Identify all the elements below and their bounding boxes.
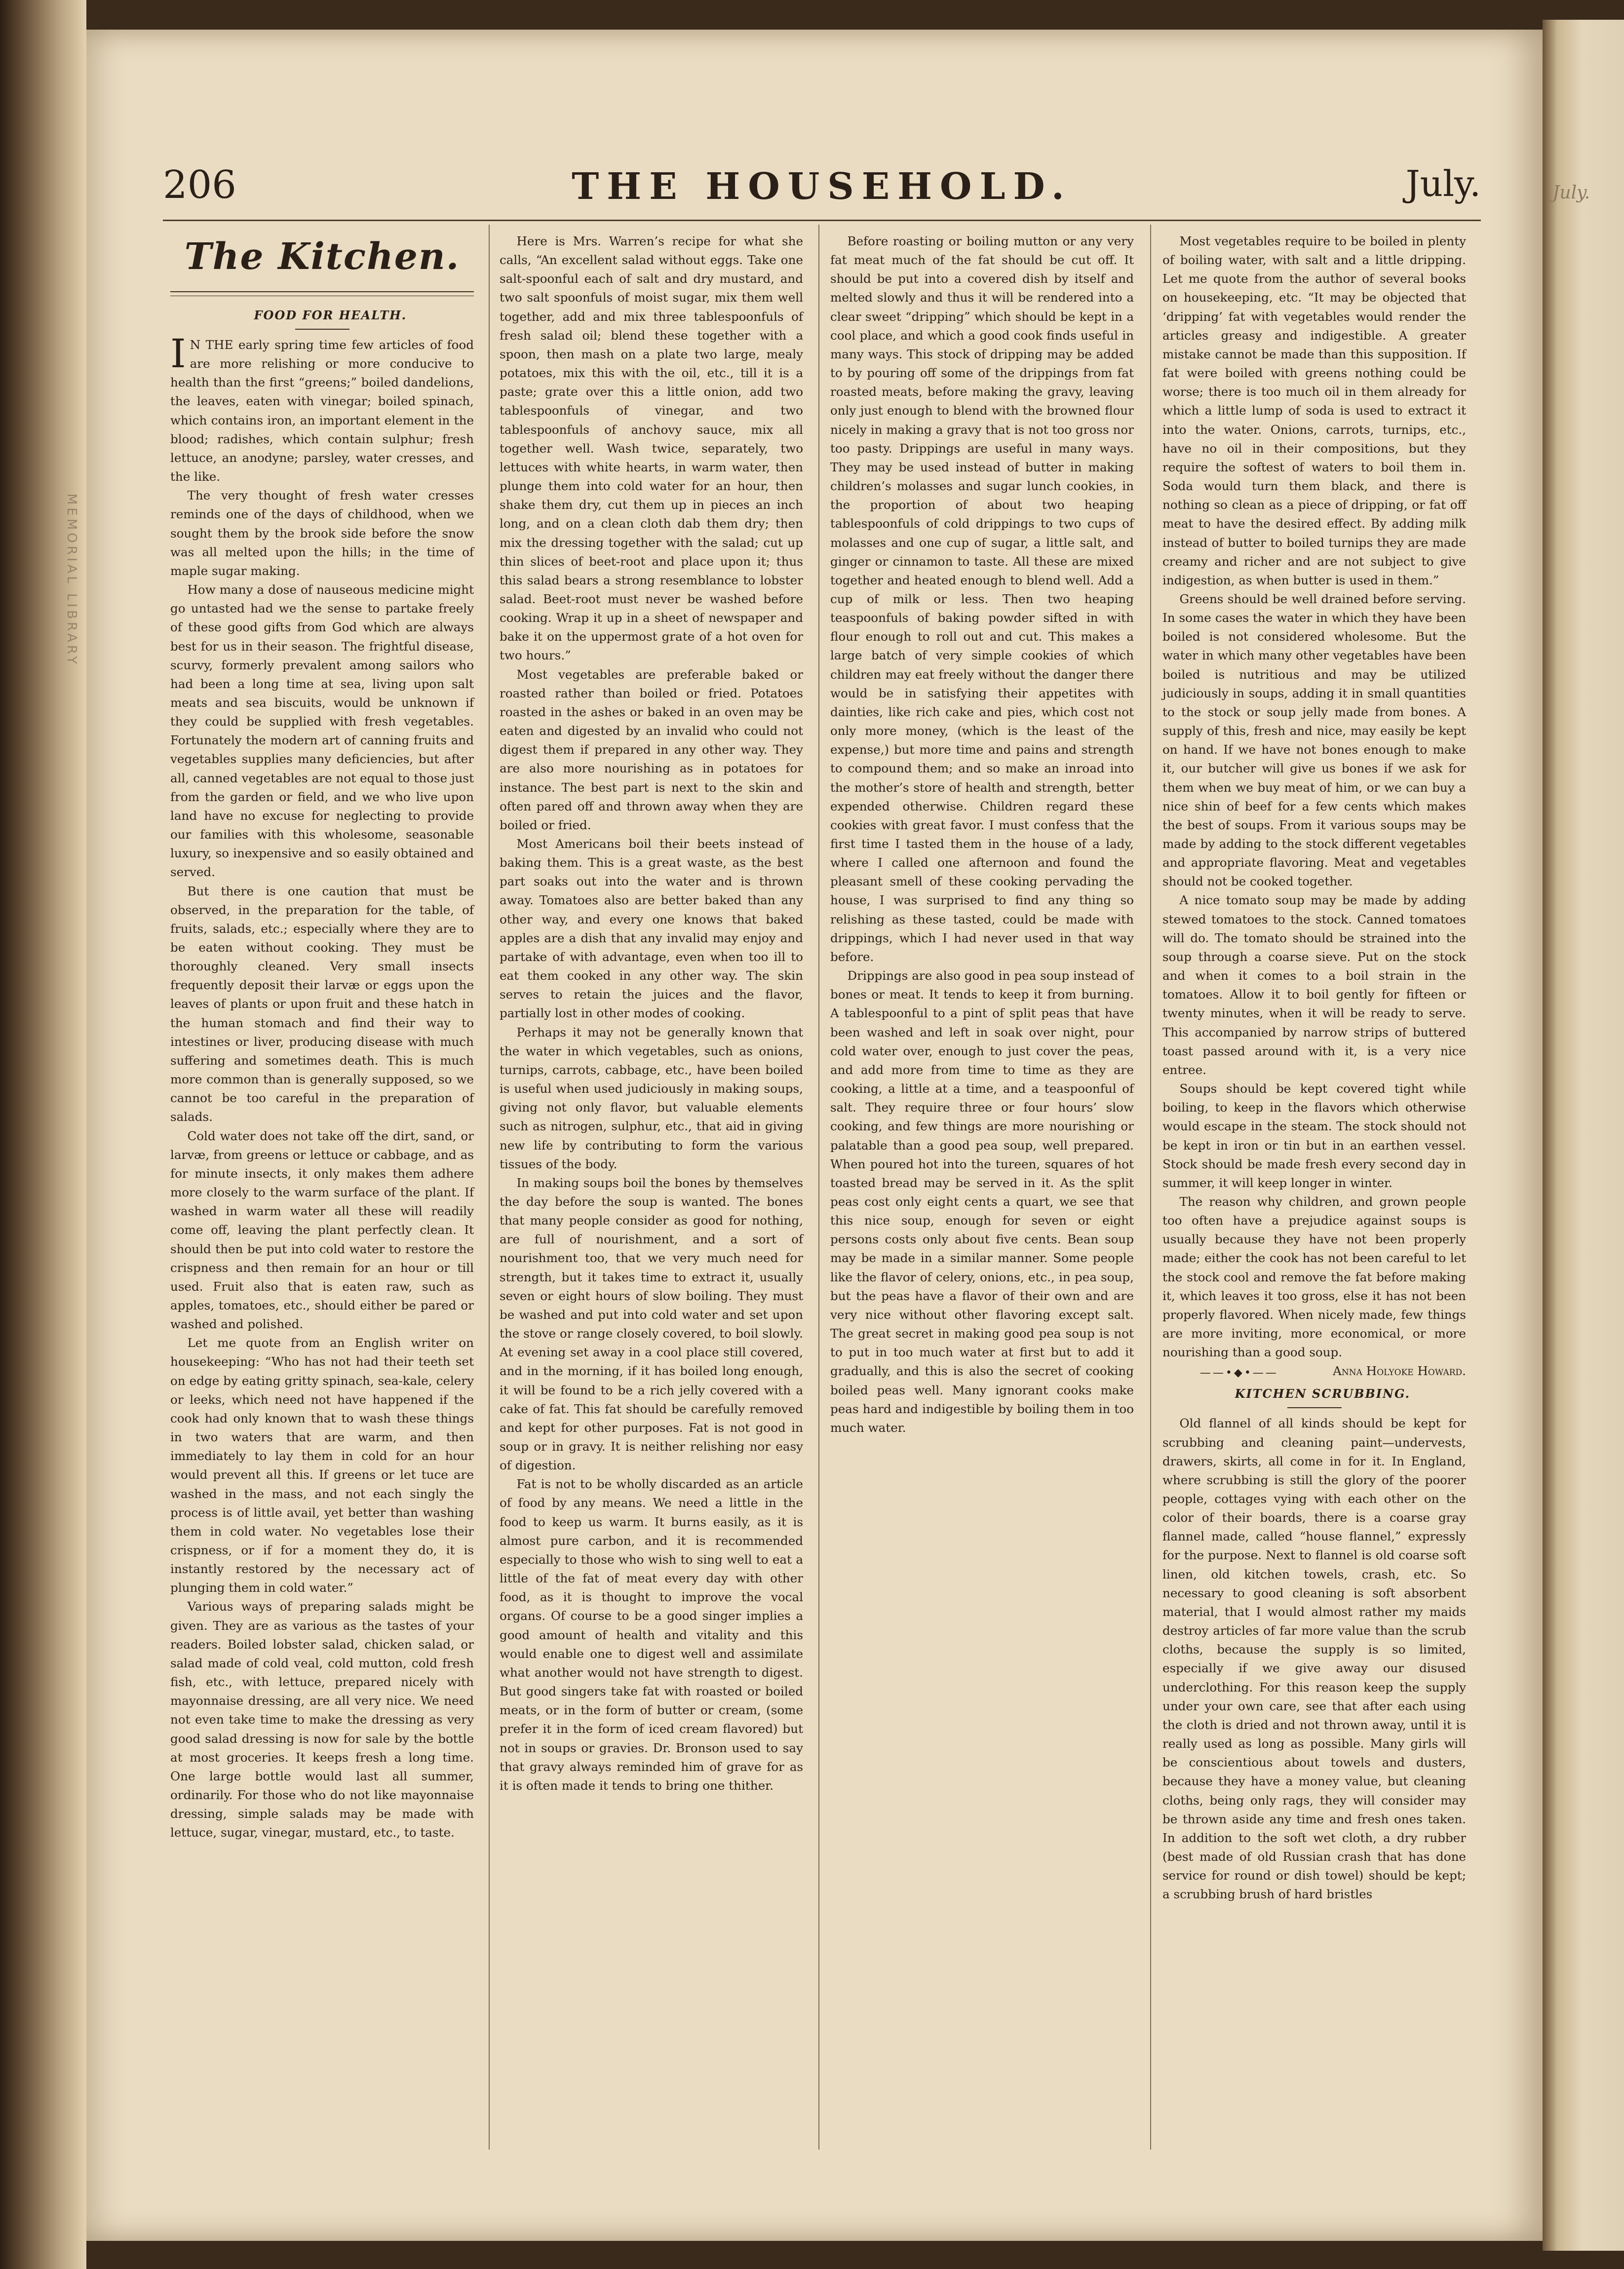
article-paragraph: Let me quote from an English writer on housekeeping: “Who has not had their teeth set on edge by eating gritty spinach, sea-kale, celery or leeks, which need not have happened if the cook had only known that to wash these things in two waters that are warm, and then immediately to lay them in cold for an hour would prevent all this. If greens or let tuce are washed in the mass, and not each singly the process is of little avail, yet better than washing them in cold water. No vegetables lose their crispness, or if for a moment they do, it is instantly restored by the necessary act of plunging them in cold water.”: [170, 1336, 474, 1595]
column-rule: [489, 225, 490, 2150]
section-ornament: ——•◆•——: [1199, 1367, 1278, 1380]
department-title: The Kitchen.: [184, 235, 460, 278]
spine-stamp: MEMORIAL LIBRARY: [64, 494, 79, 667]
article-paragraph: In making soups boil the bones by themselves the day before the soup is wanted. The bones that many people consider as good for nothing, are full of nourishment, and a sort of nourishment too, that we very much need for strength, but it takes time to extract it, usually seven or eight hours of slow boiling. They must be washed and put into cold water and set upon the stove or range closely covered, to boil slowly. At evening set away in a cool place still covered, and in the morning, if it has boiled long enough, it will be found to be a rich jelly covered with a cake of fat. This fat should be carefully removed and kept for other purposes. Fat is not good in soup or in gravy. It is neither relishing nor easy of digestion.: [500, 1175, 803, 1473]
article-paragraph: Most vegetables require to be boiled in plenty of boiling water, with salt and a little dripping. Let me quote from the author of several books on housekeeping, etc. “It may be objected that ‘dripping’ fat with vegetables would render the articles greasy and indigestible. A greater mistake cannot be made than this supposition. If fat were boiled with greens nothing could be worse; there is too much oil in them already for which a little lump of soda is used to extract it into the water. Onions, carrots, turnips, etc., have no oil in their compositions, but they require the softest of waters to boil them in. Soda would turn them black, and there is nothing so clean as a piece of dripping, or fat off meat to have the desired effect. By adding milk instead of butter to boiled turnips they are made creamy and richer and are not subject to give indigestion, as when butter is used in them.”: [1162, 234, 1466, 587]
article-paragraph: The very thought of fresh water cresses reminds one of the days of childhood, when we sought them by the brook side before the snow was all melted upon the hills; in the time of maple sugar making.: [170, 488, 474, 578]
title-rule: [170, 291, 474, 296]
article-paragraph: A nice tomato soup may be made by adding stewed tomatoes to the stock. Canned tomatoes will do. The tomato should be strained into the soup through a coarse sieve. Put on the stock and when it comes to a boil strain in the tomatoes. Allow it to boil gently for fifteen or twenty minutes, when it will be ready to serve. This accompanied by narrow strips of buttered toast passed around with it, is a very nice entree.: [1162, 893, 1466, 1077]
title-underline: [1287, 1407, 1342, 1408]
header-rule: [163, 220, 1481, 221]
article-paragraph: How many a dose of nauseous medicine might go untasted had we the sense to partake freely of these good gifts from God which are always best for us in their season. The frightful disease, scurvy, formerly prevalent among sailors who had been a long time at sea, living upon salt meats and sea biscuits, would be unknown if they could be supplied with fresh vegetables. Fortunately the modern art of canning fruits and vegetables supplies many deficiencies, but after all, canned vegetables are not equal to those just from the garden or field, and we who live upon land have no excuse for neglecting to provide our families with this wholesome, seasonable luxury, so inexpensive and so easily obtained and served.: [170, 582, 474, 880]
article-title: KITCHEN SCRUBBING.: [1235, 1386, 1410, 1401]
article-paragraph: Various ways of preparing salads might be given. They are as various as the tastes of your readers. Boiled lobster salad, chicken salad, or salad made of cold veal, cold mutton, cold fresh fish, etc., with lettuce, prepared nicely with mayonnaise dressing, are all very nice. We need not even take time to make the dressing as very good salad dressing is now for sale by the bottle at most groceries. It keeps fresh a long time. One large bottle would last all summer, ordinarily. For those who do not like mayonnaise dressing, simple salads may be made with lettuce, sugar, vinegar, mustard, etc., to taste.: [170, 1599, 474, 1840]
column-rule: [818, 225, 819, 2150]
article-paragraph: But there is one caution that must be observed, in the preparation for the table, of fruits, salads, etc.; especially where they are to be eaten without cooking. They must be thoroughly cleaned. Very small insects frequently deposit their larvæ or eggs upon the leaves of plants or upon fruit and these hatch in the human stomach and find their way to intestines or liver, producing disease with much suffering and sometimes death. This is much more common than is generally supposed, so we cannot be too careful in the preparation of salads.: [170, 884, 474, 1124]
article-paragraph: Most Americans boil their beets instead of baking them. This is a great waste, as the best part soaks out into the water and is thrown away. Tomatoes also are better baked than any other way, and every one knows that baked apples are a dish that any invalid may enjoy and partake of with advantage, even when too ill to eat them cooked in any other way. The skin serves to retain the juices and the flavor, partially lost in other modes of cooking.: [500, 837, 803, 1021]
article-title: FOOD FOR HEALTH.: [254, 308, 407, 322]
article-paragraph: Before roasting or boiling mutton or any very fat meat much of the fat should be cut off. It should be put into a covered dish by itself and melted slowly and thus it will be rendered into a clear sweet “dripping” which should be kept in a cool place, and which a good cook finds useful in many ways. This stock of dripping may be added to by pouring off some of the drippings from fat roasted meats, before making the gravy, leaving only just enough to blend with the browned flour nicely in making a gravy that is not too gross nor too pasty. Drippings are useful in many ways. They may be used instead of butter in making children’s molasses and sugar lunch cookies, in the proportion of about two heaping tablespoonfuls of cold drippings to two cups of molasses and one cup of sugar, a little salt, and ginger or cinnamon to taste. All these are mixed together and heated enough to blend well. Add a cup of milk or less. Then two heaping teaspoonfuls of baking powder sifted in with flour enough to roll out and cut. This makes a large batch of very simple cookies of which children may eat freely without the danger there would be in satisfying their appetites with dainties, like rich cake and pies, which cost not only more money, (which is the least of the expense,) but more time and pains and strength to compound them; and so make an inroad into the mother’s store of health and strength, better expended otherwise. Children regard these cookies with great favor. I must confess that the first time I tasted them in the house of a lady, where I called one afternoon and found the pleasant smell of these cooking pervading the house, I was surprised to find any thing so relishing as these tasted, could be made with drippings, which I had never used in that way before.: [830, 234, 1134, 964]
article-paragraph: Greens should be well drained before serving. In some cases the water in which they have been boiled is not considered wholesome. But the water in which many other vegetables have been boiled is nutritious and may be utilized judiciously in soups, adding it in small quantities to the stock or soup jelly made from bones. A supply of this, fresh and nice, may easily be kept on hand. If we have not bones enough to make it, our butcher will give us bones if we ask for them when we buy meat of him, or we can buy a nice shin of beef for a few cents which makes the best of soups. From it various soups may be made by adding to the stock different vegetables and appropriate flavoring. Meat and vegetables should not be cooked together.: [1162, 591, 1466, 889]
drop-cap: I: [170, 331, 186, 377]
column-2: [500, 232, 803, 1795]
article-paragraph: Most vegetables are preferable baked or roasted rather than boiled or fried. Potatoes roasted in the ashes or baked in an oven may be eaten and digested by an invalid who could not digest them if prepared in any other way. They are also more nourishing as in potatoes for instance. The best part is next to the skin and often pared off and thrown away when they are boiled or fried.: [500, 667, 803, 832]
title-underline: [295, 329, 349, 330]
column-1: [170, 232, 474, 1843]
facing-page-edge: [1543, 20, 1624, 2251]
issue-month: July.: [1405, 163, 1481, 204]
article-paragraph: Here is Mrs. Warren’s recipe for what she calls, “An excellent salad without eggs. Take one salt-spoonful each of salt and dry mustard, and two salt spoonfuls of moist sugar, mix them well together, add and mix three tablespoonfuls of fresh salad oil; blend these together with a spoon, then mash on a plate two large, mealy potatoes, mix this with the oil, etc., till it is a paste; grate over this a little onion, add two tablespoonfuls of vinegar, and two tablespoonfuls of anchovy sauce, mix all together well. Wash twice, separately, two lettuces with white hearts, in warm water, then plunge them into cold water for an hour, then shake them dry, cut them up in pieces an inch long, and on a clean cloth dab them dry; then mix the dressing together with the salad; cut up thin slices of beet-root and place upon it; thus this salad bears a strong resemblance to lobster salad. Beet-root must never be washed before cooking. Wrap it up in a sheet of newspaper and bake it on the uppermost grate of a hot oven for two hours.”: [500, 234, 803, 663]
page-number: 206: [163, 163, 236, 207]
article-paragraph: Perhaps it may not be generally known that the water in which vegetables, such as onions, turnips, carrots, cabbage, etc., have been boiled is useful when used judiciously in making soups, giving not only flavor, but valuable elements such as nitrogen, sulphur, etc., that aid in giving new life by contributing to form the various tissues of the body.: [500, 1025, 803, 1171]
column-3: [830, 232, 1134, 1437]
article-paragraph: Drippings are also good in pea soup instead of bones or meat. It tends to keep it from burning. A tablespoonful to a pint of split peas that have been washed and left in soak over night, pour cold water over, enough to just cover the peas, and add more from time to time as they are cooking, a little at a time, and a teaspoonful of salt. They require three or four hours’ slow cooking, and few things are more nourishing or palatable than a good pea soup, well prepared. When poured hot into the tureen, squares of hot toasted bread may be served in it. As the split peas cost only eight cents a quart, we see that this nice soup, enough for seven or eight persons costs only about five cents. Bean soup may be made in a similar manner. Some people like the flavor of celery, onions, etc., in pea soup, but the peas have a flavor of their own and are very nice without other flavoring except salt. The great secret in making good pea soup is not to put in too much water at first but to add it gradually, and this is also the secret of cooking boiled peas well. Many ignorant cooks make peas hard and indigestible by boiling them in too much water.: [830, 968, 1134, 1435]
facing-page-running-head: July.: [1552, 183, 1590, 203]
page-header: [163, 163, 1481, 217]
article-paragraph: The reason why children, and grown people too often have a prejudice against soups is usually because they have not been properly made; either the cook has not been careful to let the stock cool and remove the fat before making it, which leaves it too gross, else it has not been properly flavored. When nicely made, few things are more inviting, more economical, or more nourishing than a good soup. Anna Holyoke Howard.: [1162, 1192, 1466, 1362]
column-rule: [1150, 225, 1151, 2150]
book-spine: [0, 0, 86, 2269]
article-paragraph: I N THE early spring time few articles of food are more relishing or more conducive to health than the first “greens;” boiled dandelions, the leaves, eaten with vinegar; boiled spinach, which contains iron, an important element in the blood; radishes, which contain sulphur; fresh lettuce, an anodyne; parsley, water cresses, and the like.: [170, 331, 474, 484]
article-paragraph: Cold water does not take off the dirt, sand, or larvæ, from greens or lettuce or cabbage, and as for minute insects, it only makes them adhere more closely to the warm surface of the plant. If washed in warm water all these will readily come off, leaving the plant perfectly clean. It should then be put into cold water to restore the crispness and then remain for an hour or till used. Fruit also that is eaten raw, such as apples, tomatoes, etc., should either be pared or washed and polished.: [170, 1128, 474, 1332]
column-4: [1162, 232, 1466, 1904]
journal-title: THE HOUSEHOLD.: [572, 165, 1072, 208]
article-paragraph: Old flannel of all kinds should be kept for scrubbing and cleaning paint—undervests, drawers, skirts, all come in for it. In England, where scrubbing is still the glory of the poorer people, cottages vying with each other on the color of their boards, there is a coarse gray flannel made, called “house flannel,” expressly for the purpose. Next to flannel is old coarse soft linen, old kitchen towels, crash, etc. So necessary to good cleaning is soft absorbent material, that I would almost rather my maids destroy articles of far more value than the scrub cloths, because the supply is so limited, especially if we give away our disused underclothing. For this reason keep the supply under your own care, see that after each using the cloth is dried and not thrown away, until it is really used as long as possible. Many girls will be conscientious about towels and dusters, because they have a money value, but cleaning cloths, being only rags, they will consider may be thrown aside any time and fresh ones taken. In addition to the soft wet cloth, a dry rubber (best made of old Russian crash that has done service for round or dish towel) should be kept; a scrubbing brush of hard bristles: [1162, 1416, 1466, 1902]
article-paragraph: Soups should be kept covered tight while boiling, to keep in the flavors which otherwise would escape in the steam. The stock should not be kept in iron or tin but in an earthen vessel. Stock should be made fresh every second day in summer, it will keep longer in winter.: [1162, 1081, 1466, 1190]
author-signature: Anna Holyoke Howard.: [1333, 1364, 1466, 1379]
article-paragraph: Fat is not to be wholly discarded as an article of food by any means. We need a little in the food to keep us warm. It burns easily, as it is almost pure carbon, and it is recommended especially to those who wish to sing well to eat a little of the fat of meat every day with other food, as it is thought to improve the vocal organs. Of course to be a good singer implies a good amount of health and vitality and this would enable one to digest well and assimilate what another would not have strength to digest. But good singers take fat with roasted or boiled meats, or in the form of butter or cream, (some prefer it in the form of iced cream flavored) but not in soups or gravies. Dr. Bronson used to say that gravy always reminded him of grave for as it is often made it tends to bring one thither.: [500, 1477, 803, 1793]
